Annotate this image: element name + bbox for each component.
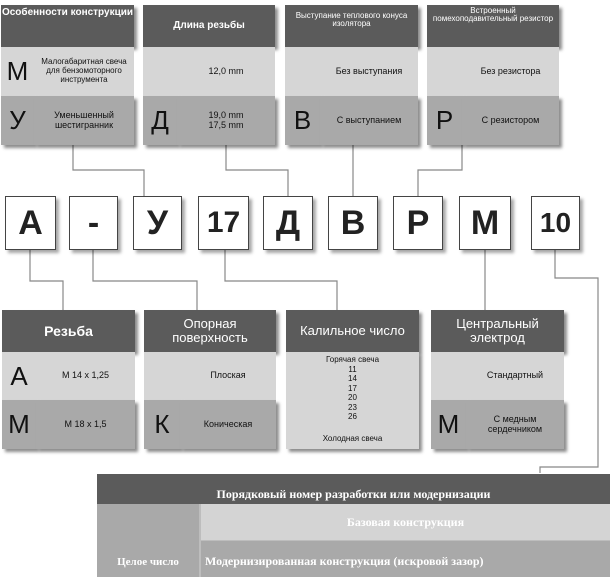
heat-value: 11 bbox=[348, 364, 357, 374]
thread-length-text: 12,0 mm bbox=[208, 65, 244, 76]
electrode-text: Стандартный bbox=[486, 370, 544, 381]
thread-length-desc-19 bbox=[177, 96, 275, 145]
protrusion-desc-none bbox=[320, 47, 418, 96]
cold-label: Холодная свеча bbox=[322, 433, 383, 443]
electrode-code-blank bbox=[431, 352, 466, 400]
construction-desc-u bbox=[34, 96, 134, 145]
electrode-text: С медным сердечником bbox=[487, 413, 543, 434]
thread-length-text: 19,0 mm 17,5 mm bbox=[208, 109, 244, 130]
serial-left-label bbox=[97, 556, 199, 572]
code-box-construction bbox=[133, 196, 182, 250]
resistor-title: Встроенный помехоподавительный резистор bbox=[432, 6, 554, 24]
serial-left-text: Целое число bbox=[117, 556, 179, 568]
heat-value: 23 bbox=[348, 402, 357, 412]
construction-header bbox=[1, 5, 134, 47]
resistor-text: С резистором bbox=[481, 114, 540, 125]
code-box-thread bbox=[5, 196, 56, 250]
code-char: Д bbox=[275, 203, 301, 242]
thread-text: М 14 х 1,25 bbox=[61, 370, 110, 381]
code-char: А bbox=[18, 203, 43, 242]
protrusion-code-v bbox=[285, 96, 320, 145]
seat-desc-flat bbox=[180, 352, 276, 400]
heat-values-panel bbox=[286, 352, 419, 449]
protrusion-letter: В bbox=[293, 105, 312, 135]
heat-value: 26 bbox=[348, 412, 357, 421]
thread-length-title: Длина резьбы bbox=[173, 19, 245, 31]
code-char: У bbox=[146, 203, 169, 242]
seat-text: Коническая bbox=[203, 418, 253, 429]
thread-letter: М bbox=[8, 409, 30, 439]
heat-value: 17 bbox=[348, 383, 357, 393]
thread-title: Резьба bbox=[44, 322, 93, 339]
code-box-length bbox=[263, 196, 313, 250]
resistor-header bbox=[427, 5, 559, 47]
serial-title: Порядковый номер разработки или модернизации bbox=[216, 487, 491, 501]
seat-code-k bbox=[144, 400, 180, 449]
seat-text: Плоская bbox=[210, 370, 246, 381]
code-char: 17 bbox=[206, 206, 241, 239]
thread-text: М 18 х 1,5 bbox=[64, 418, 107, 429]
connector-thread bbox=[30, 250, 63, 310]
electrode-letter: М bbox=[437, 409, 460, 439]
code-box-heat bbox=[198, 196, 249, 250]
protrusion-text: С выступанием bbox=[336, 114, 402, 125]
protrusion-desc-with bbox=[320, 96, 418, 145]
code-char: Р bbox=[406, 203, 430, 242]
resistor-letter: Р bbox=[435, 105, 454, 135]
code-box-protrusion bbox=[328, 196, 378, 250]
construction-title: Особенности конструкции bbox=[1, 7, 134, 18]
serial-modern-text: Модернизированная конструкция (искровой зазор) bbox=[205, 554, 484, 568]
thread-length-header bbox=[143, 5, 275, 47]
electrode-header bbox=[431, 310, 564, 352]
resistor-desc-with bbox=[462, 96, 559, 145]
heat-header bbox=[286, 310, 419, 352]
code-box-resistor bbox=[393, 196, 443, 250]
serial-table bbox=[97, 474, 610, 577]
seat-header bbox=[144, 310, 276, 352]
resistor-text: Без резистора bbox=[480, 65, 541, 76]
thread-header bbox=[2, 310, 135, 352]
construction-code-u bbox=[1, 96, 34, 145]
thread-desc-m18 bbox=[36, 400, 135, 449]
heat-value: 20 bbox=[348, 393, 357, 402]
heat-value: 14 bbox=[348, 374, 357, 383]
protrusion-code-blank bbox=[285, 47, 320, 96]
construction-letter: У bbox=[9, 105, 26, 135]
seat-title: Опорная поверхность bbox=[172, 316, 248, 345]
serial-base-row bbox=[201, 504, 610, 540]
seat-code-blank bbox=[144, 352, 180, 400]
heat-title: Калильное число bbox=[300, 323, 405, 339]
code-box-serial bbox=[531, 196, 580, 250]
code-box-electrode bbox=[459, 196, 511, 250]
code-char: М bbox=[470, 203, 500, 242]
construction-desc-m bbox=[34, 47, 134, 96]
seat-desc-conical bbox=[180, 400, 276, 449]
resistor-code-blank bbox=[427, 47, 462, 96]
protrusion-text: Без выступания bbox=[335, 65, 403, 76]
protrusion-header bbox=[285, 5, 418, 47]
thread-letter: А bbox=[10, 360, 28, 391]
hot-label: Горячая свеча bbox=[325, 355, 380, 364]
thread-code-m bbox=[2, 400, 36, 449]
serial-modern-row bbox=[201, 541, 610, 577]
thread-length-letter: Д bbox=[151, 105, 169, 135]
electrode-title: Центральный электрод bbox=[456, 316, 539, 345]
construction-text: Уменьшенный шестигранник bbox=[54, 109, 114, 130]
connector-thread-length bbox=[226, 145, 288, 196]
code-char: 10 bbox=[539, 207, 572, 238]
resistor-desc-none bbox=[462, 47, 559, 96]
thread-length-code-d bbox=[143, 96, 177, 145]
electrode-code-m bbox=[431, 400, 466, 449]
serial-header bbox=[97, 474, 610, 504]
seat-letter: К bbox=[154, 409, 170, 439]
connector-resistor bbox=[418, 145, 462, 196]
connector-seat bbox=[93, 250, 197, 310]
code-char: В bbox=[340, 203, 366, 242]
code-char: - bbox=[87, 203, 100, 242]
thread-desc-m14 bbox=[36, 352, 135, 400]
construction-letter: М bbox=[6, 56, 29, 86]
thread-length-desc-12 bbox=[177, 47, 275, 96]
construction-code-m bbox=[1, 47, 34, 96]
thread-code-a bbox=[2, 352, 36, 400]
code-box-seat bbox=[69, 196, 118, 250]
protrusion-title: Выступание теплового конуса изолятора bbox=[295, 11, 408, 29]
resistor-code-r bbox=[427, 96, 462, 145]
construction-text: Малогабаритная свеча для бензомоторного инструмента bbox=[41, 57, 127, 84]
electrode-desc-copper bbox=[466, 400, 564, 449]
serial-base-text: Базовая конструкция bbox=[346, 514, 465, 529]
connector-construction bbox=[73, 145, 144, 196]
thread-length-code-blank bbox=[143, 47, 177, 96]
electrode-desc-standard bbox=[466, 352, 564, 400]
connector-heat bbox=[225, 250, 337, 310]
